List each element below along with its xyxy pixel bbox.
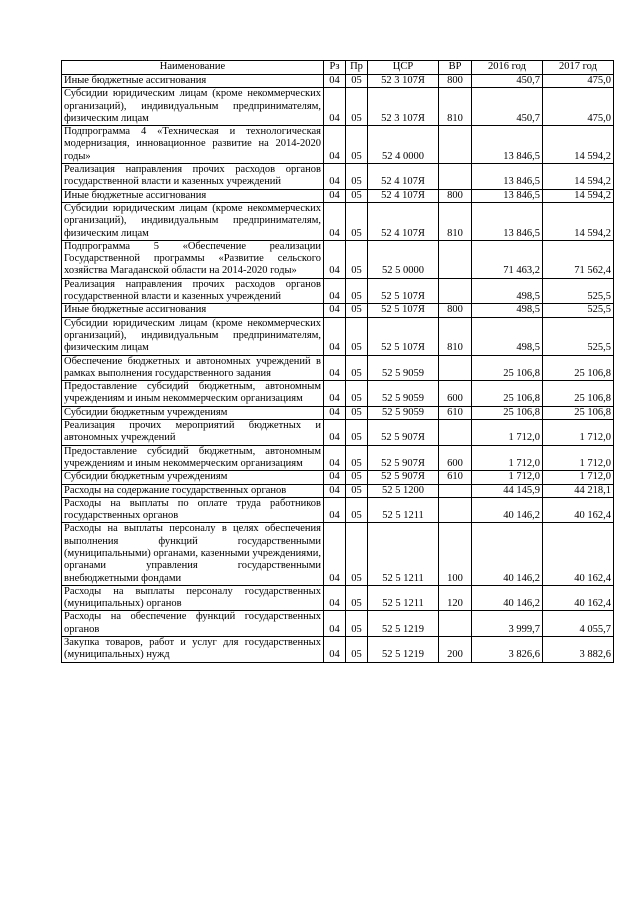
row-vr: 600 [439, 381, 472, 407]
row-vr [439, 164, 472, 190]
table-row [62, 497, 614, 523]
row-csr: 52 5 907Я [368, 445, 439, 471]
row-pr: 05 [346, 585, 368, 611]
row-pr: 05 [346, 445, 368, 471]
row-csr: 52 5 1211 [368, 523, 439, 585]
row-name: Предоставление субсидий бюджетным, автономным учреждениям и иным некоммерческим организациям [62, 381, 324, 407]
table-row [62, 126, 614, 164]
header-csr: ЦСР [368, 61, 439, 75]
table-row [62, 637, 614, 663]
row-pr: 05 [346, 317, 368, 355]
row-amount-2016: 498,5 [472, 317, 543, 355]
row-name: Реализация направления прочих расходов органов государственной власти и казенных учреждений [62, 164, 324, 190]
table-row [62, 523, 614, 585]
row-csr: 52 5 107Я [368, 317, 439, 355]
row-rz: 04 [324, 445, 346, 471]
row-amount-2016: 25 106,8 [472, 381, 543, 407]
row-rz: 04 [324, 420, 346, 446]
table-row [62, 585, 614, 611]
row-amount-2017: 1 712,0 [543, 471, 614, 484]
row-rz: 04 [324, 88, 346, 126]
row-amount-2017: 1 712,0 [543, 445, 614, 471]
row-pr: 05 [346, 278, 368, 304]
row-rz: 04 [324, 406, 346, 419]
row-pr: 05 [346, 240, 368, 278]
row-pr: 05 [346, 637, 368, 663]
row-amount-2016: 3 826,6 [472, 637, 543, 663]
row-csr: 52 4 107Я [368, 202, 439, 240]
row-rz: 04 [324, 637, 346, 663]
row-amount-2017: 525,5 [543, 278, 614, 304]
row-rz: 04 [324, 585, 346, 611]
row-vr [439, 420, 472, 446]
header-year-2016: 2016 год [472, 61, 543, 75]
header-rz: Рз [324, 61, 346, 75]
row-rz: 04 [324, 202, 346, 240]
row-vr [439, 497, 472, 523]
row-amount-2017: 25 106,8 [543, 381, 614, 407]
budget-document [61, 60, 614, 663]
row-name: Расходы на выплаты по оплате труда работников государственных органов [62, 497, 324, 523]
row-amount-2017: 44 218,1 [543, 484, 614, 497]
table-row [62, 304, 614, 317]
row-amount-2017: 3 882,6 [543, 637, 614, 663]
table-row [62, 189, 614, 202]
row-rz: 04 [324, 278, 346, 304]
header-vr: ВР [439, 61, 472, 75]
row-amount-2016: 1 712,0 [472, 445, 543, 471]
row-vr: 810 [439, 202, 472, 240]
row-amount-2016: 40 146,2 [472, 497, 543, 523]
row-amount-2016: 40 146,2 [472, 585, 543, 611]
row-amount-2017: 525,5 [543, 304, 614, 317]
row-csr: 52 5 1200 [368, 484, 439, 497]
row-csr: 52 5 107Я [368, 304, 439, 317]
row-vr: 600 [439, 445, 472, 471]
row-pr: 05 [346, 420, 368, 446]
row-rz: 04 [324, 189, 346, 202]
table-row [62, 611, 614, 637]
row-pr: 05 [346, 189, 368, 202]
row-pr: 05 [346, 75, 368, 88]
row-csr: 52 5 907Я [368, 420, 439, 446]
row-amount-2016: 25 106,8 [472, 406, 543, 419]
row-amount-2017: 25 106,8 [543, 406, 614, 419]
row-name: Субсидии юридическим лицам (кроме некоммерческих организаций), индивидуальным предпринимателям, физическим лицам [62, 317, 324, 355]
table-row [62, 406, 614, 419]
row-rz: 04 [324, 304, 346, 317]
row-amount-2017: 14 594,2 [543, 202, 614, 240]
row-rz: 04 [324, 381, 346, 407]
row-csr: 52 3 107Я [368, 88, 439, 126]
row-amount-2016: 25 106,8 [472, 355, 543, 381]
row-vr: 810 [439, 88, 472, 126]
row-csr: 52 5 107Я [368, 278, 439, 304]
row-rz: 04 [324, 317, 346, 355]
budget-table [61, 60, 614, 663]
row-pr: 05 [346, 88, 368, 126]
row-amount-2017: 40 162,4 [543, 585, 614, 611]
row-name: Субсидии бюджетным учреждениям [62, 471, 324, 484]
row-amount-2016: 71 463,2 [472, 240, 543, 278]
row-amount-2017: 40 162,4 [543, 497, 614, 523]
row-amount-2016: 13 846,5 [472, 126, 543, 164]
row-vr: 100 [439, 523, 472, 585]
row-amount-2016: 1 712,0 [472, 420, 543, 446]
row-amount-2016: 13 846,5 [472, 164, 543, 190]
row-rz: 04 [324, 126, 346, 164]
row-amount-2016: 450,7 [472, 88, 543, 126]
row-pr: 05 [346, 484, 368, 497]
header-name: Наименование [62, 61, 324, 75]
row-vr: 810 [439, 317, 472, 355]
row-amount-2016: 450,7 [472, 75, 543, 88]
row-amount-2016: 40 146,2 [472, 523, 543, 585]
row-csr: 52 3 107Я [368, 75, 439, 88]
table-row [62, 164, 614, 190]
row-pr: 05 [346, 497, 368, 523]
row-name: Расходы на выплаты персоналу государственных (муниципальных) органов [62, 585, 324, 611]
row-name: Расходы на обеспечение функций государственных органов [62, 611, 324, 637]
row-amount-2017: 40 162,4 [543, 523, 614, 585]
row-pr: 05 [346, 471, 368, 484]
row-rz: 04 [324, 75, 346, 88]
row-amount-2016: 1 712,0 [472, 471, 543, 484]
row-vr: 120 [439, 585, 472, 611]
row-amount-2016: 13 846,5 [472, 189, 543, 202]
row-csr: 52 5 0000 [368, 240, 439, 278]
row-name: Закупка товаров, работ и услуг для государственных (муниципальных) нужд [62, 637, 324, 663]
row-amount-2017: 71 562,4 [543, 240, 614, 278]
row-name: Иные бюджетные ассигнования [62, 75, 324, 88]
row-pr: 05 [346, 523, 368, 585]
row-amount-2016: 44 145,9 [472, 484, 543, 497]
row-rz: 04 [324, 240, 346, 278]
row-amount-2017: 525,5 [543, 317, 614, 355]
row-pr: 05 [346, 164, 368, 190]
table-row [62, 317, 614, 355]
row-pr: 05 [346, 355, 368, 381]
row-vr [439, 611, 472, 637]
row-amount-2016: 498,5 [472, 304, 543, 317]
row-amount-2016: 3 999,7 [472, 611, 543, 637]
table-row [62, 240, 614, 278]
row-pr: 05 [346, 304, 368, 317]
table-row [62, 445, 614, 471]
row-pr: 05 [346, 202, 368, 240]
row-amount-2017: 14 594,2 [543, 164, 614, 190]
row-amount-2017: 25 106,8 [543, 355, 614, 381]
table-row [62, 381, 614, 407]
row-vr [439, 484, 472, 497]
table-row [62, 88, 614, 126]
row-name: Расходы на содержание государственных органов [62, 484, 324, 497]
row-pr: 05 [346, 611, 368, 637]
row-vr [439, 355, 472, 381]
row-csr: 52 5 1219 [368, 611, 439, 637]
row-name: Иные бюджетные ассигнования [62, 189, 324, 202]
row-name: Предоставление субсидий бюджетным, автономным учреждениям и иным некоммерческим организациям [62, 445, 324, 471]
row-pr: 05 [346, 406, 368, 419]
row-vr [439, 240, 472, 278]
row-name: Субсидии юридическим лицам (кроме некоммерческих организаций), индивидуальным предпринимателям, физическим лицам [62, 202, 324, 240]
row-csr: 52 4 0000 [368, 126, 439, 164]
row-rz: 04 [324, 497, 346, 523]
row-rz: 04 [324, 471, 346, 484]
row-amount-2017: 475,0 [543, 75, 614, 88]
row-csr: 52 5 907Я [368, 471, 439, 484]
header-year-2017: 2017 год [543, 61, 614, 75]
row-csr: 52 5 1211 [368, 585, 439, 611]
row-name: Субсидии бюджетным учреждениям [62, 406, 324, 419]
row-amount-2017: 14 594,2 [543, 189, 614, 202]
row-csr: 52 5 9059 [368, 381, 439, 407]
row-csr: 52 5 9059 [368, 355, 439, 381]
row-vr: 800 [439, 304, 472, 317]
row-amount-2016: 498,5 [472, 278, 543, 304]
header-pr: Пр [346, 61, 368, 75]
row-vr [439, 126, 472, 164]
row-name: Подпрограмма 4 «Техническая и технологическая модернизация, инновационное развитие на 2014-2020 годы» [62, 126, 324, 164]
table-row [62, 484, 614, 497]
row-name: Иные бюджетные ассигнования [62, 304, 324, 317]
row-csr: 52 5 1219 [368, 637, 439, 663]
table-row [62, 420, 614, 446]
row-amount-2017: 4 055,7 [543, 611, 614, 637]
row-vr: 610 [439, 406, 472, 419]
row-name: Реализация прочих мероприятий бюджетных и автономных учреждений [62, 420, 324, 446]
row-vr: 200 [439, 637, 472, 663]
table-row [62, 202, 614, 240]
row-vr: 610 [439, 471, 472, 484]
row-rz: 04 [324, 484, 346, 497]
row-rz: 04 [324, 611, 346, 637]
table-header-row [62, 61, 614, 75]
row-amount-2017: 14 594,2 [543, 126, 614, 164]
row-pr: 05 [346, 381, 368, 407]
row-name: Подпрограмма 5 «Обеспечение реализации Государственной программы «Развитие сельского хозяйства Магаданской области на 2014-2020 годы» [62, 240, 324, 278]
table-body [62, 75, 614, 663]
row-name: Обеспечение бюджетных и автономных учреждений в рамках выполнения государственного задания [62, 355, 324, 381]
row-vr [439, 278, 472, 304]
row-amount-2017: 475,0 [543, 88, 614, 126]
row-amount-2017: 1 712,0 [543, 420, 614, 446]
row-csr: 52 5 9059 [368, 406, 439, 419]
row-name: Расходы на выплаты персоналу в целях обеспечения выполнения функций государственными (муниципальными) органами, казенными учреждениями, органами управления государственными внебюджетными фондами [62, 523, 324, 585]
row-csr: 52 5 1211 [368, 497, 439, 523]
row-csr: 52 4 107Я [368, 189, 439, 202]
table-row [62, 355, 614, 381]
row-amount-2016: 13 846,5 [472, 202, 543, 240]
row-vr: 800 [439, 75, 472, 88]
row-rz: 04 [324, 523, 346, 585]
row-name: Субсидии юридическим лицам (кроме некоммерческих организаций), индивидуальным предпринимателям, физическим лицам [62, 88, 324, 126]
row-rz: 04 [324, 355, 346, 381]
row-rz: 04 [324, 164, 346, 190]
row-csr: 52 4 107Я [368, 164, 439, 190]
row-vr: 800 [439, 189, 472, 202]
table-row [62, 471, 614, 484]
row-pr: 05 [346, 126, 368, 164]
table-row [62, 278, 614, 304]
row-name: Реализация направления прочих расходов органов государственной власти и казенных учреждений [62, 278, 324, 304]
table-row [62, 75, 614, 88]
